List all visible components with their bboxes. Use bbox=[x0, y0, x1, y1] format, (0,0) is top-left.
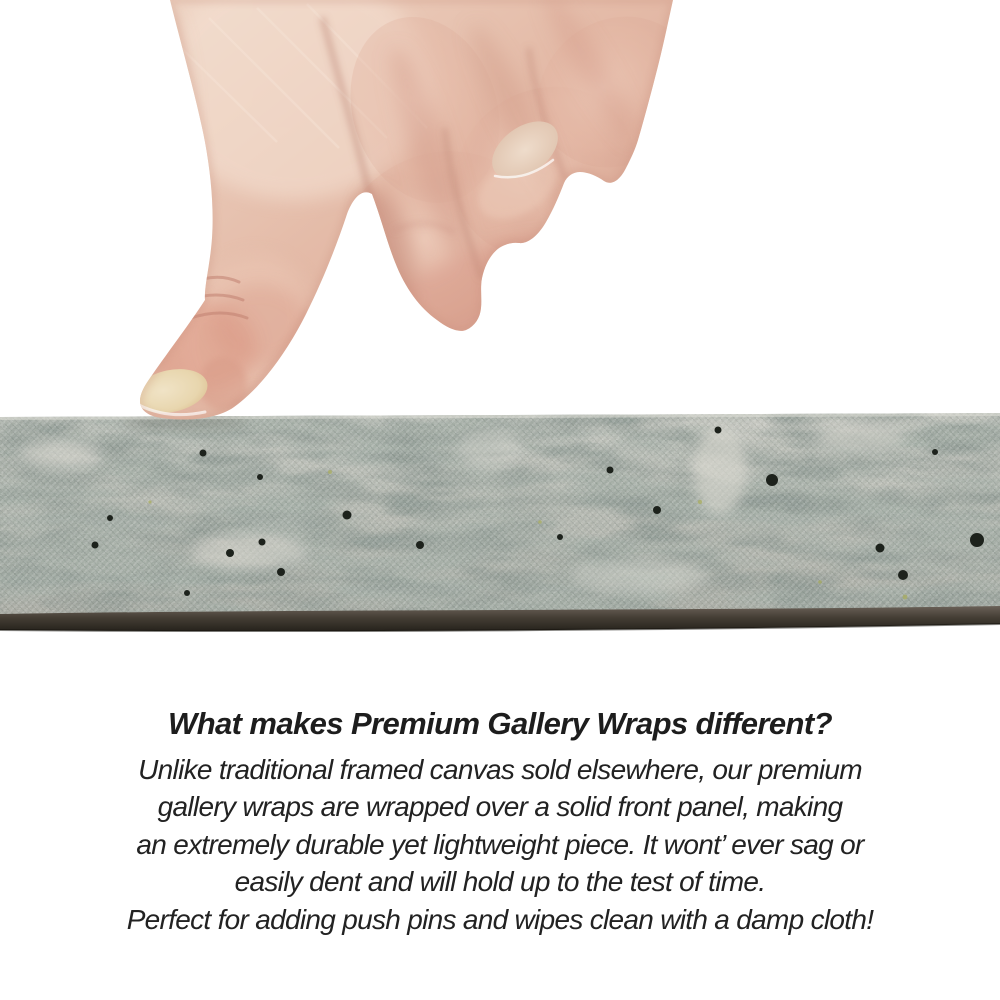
body-line-2: gallery wraps are wrapped over a solid front panel, making bbox=[157, 791, 843, 823]
body-line-3: an extremely durable yet lightweight piece. It wont’ ever sag or bbox=[136, 828, 864, 860]
hand-photo bbox=[125, 0, 695, 425]
body-line-5: Perfect for adding push pins and wipes clean with a damp cloth! bbox=[126, 903, 874, 935]
marketing-copy bbox=[0, 704, 1000, 938]
headline: What makes Premium Gallery Wraps different? bbox=[168, 706, 832, 741]
body-line-4: easily dent and will hold up to the test of time. bbox=[234, 866, 766, 898]
body-line-1: Unlike traditional framed canvas sold elsewhere, our premium bbox=[138, 754, 862, 785]
canvas-edge-photo bbox=[0, 412, 1000, 632]
